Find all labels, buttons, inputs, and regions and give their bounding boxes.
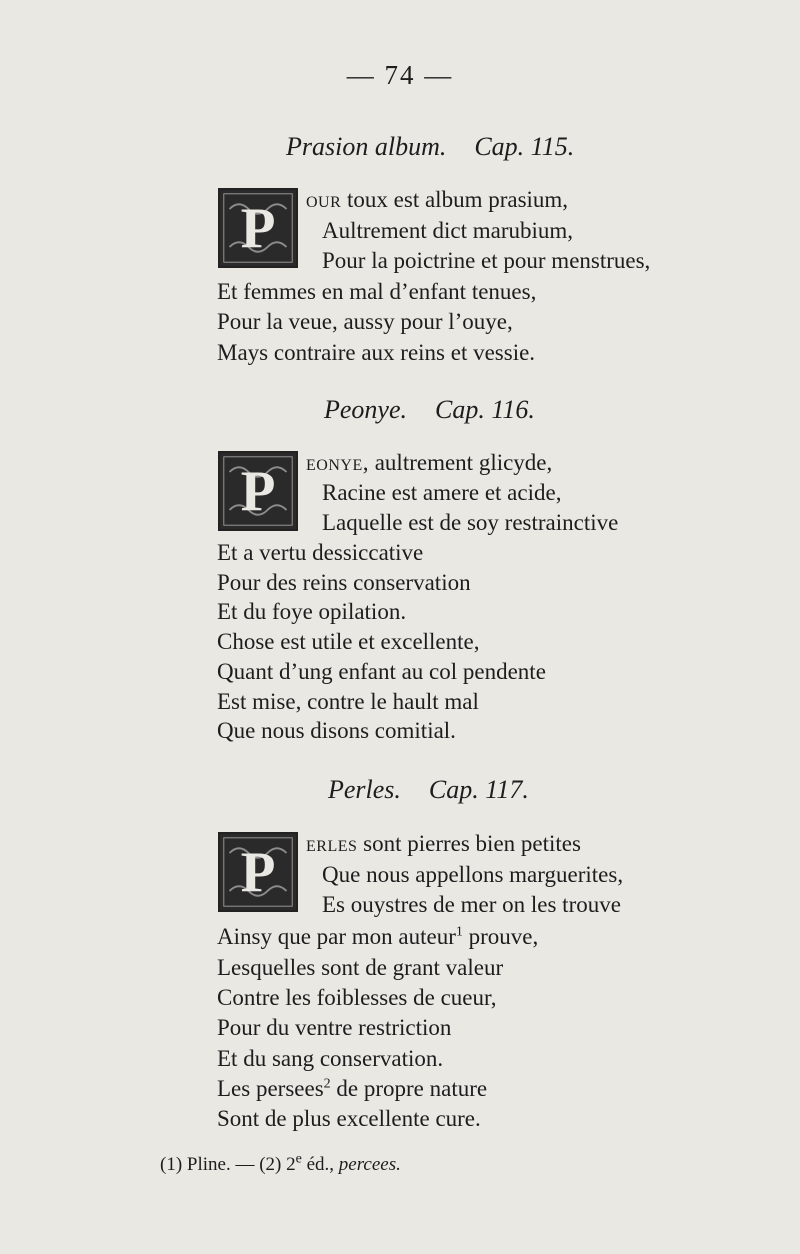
verse-line: Pour du ventre restriction xyxy=(217,1015,452,1040)
verse-line: Et a vertu dessiccative xyxy=(217,540,424,565)
verse-line xyxy=(306,830,581,858)
verse-text: prouve, xyxy=(462,924,539,949)
verse-text: de propre nature xyxy=(330,1076,488,1101)
initial-glyph: P xyxy=(240,460,276,523)
footnote-ref: 1 xyxy=(455,924,463,940)
page-number: — 74 — xyxy=(346,60,454,90)
footnote-superscript: e xyxy=(295,1151,302,1167)
verse-line: Pour la veue, aussy pour l’ouye, xyxy=(217,309,513,334)
verse-line: Aultrement dict marubium, xyxy=(322,218,574,243)
decorated-initial-letter xyxy=(218,451,298,531)
footnote xyxy=(160,1151,401,1176)
section-cap: Cap. 116. xyxy=(435,395,535,424)
verse-line xyxy=(306,186,568,214)
verse-line: Contre les foiblesses de cueur, xyxy=(217,985,497,1010)
verse-line: Que nous appellons marguerites, xyxy=(322,862,624,887)
ornament-icon xyxy=(220,190,296,266)
first-word: erles xyxy=(306,831,358,856)
section-heading xyxy=(328,775,529,805)
section-title: Prasion album. xyxy=(286,132,447,161)
verse-text: Ainsy que par mon auteur xyxy=(217,924,456,949)
verse-line: Pour des reins conservation xyxy=(217,570,471,595)
verse-line: Mays contraire aux reins et vessie. xyxy=(217,340,536,365)
first-word: eonye, xyxy=(306,450,369,475)
verse-line: Et du sang conservation. xyxy=(217,1046,444,1071)
section-title: Perles. xyxy=(328,775,401,804)
verse-line: Et du foye opilation. xyxy=(217,599,407,624)
verse-line: Pour la poictrine et pour menstrues, xyxy=(322,248,651,273)
verse-line: Chose est utile et excellente, xyxy=(217,629,480,654)
ornament-icon xyxy=(220,453,296,529)
verse-line xyxy=(217,1075,487,1103)
section-title: Peonye. xyxy=(324,395,408,424)
verse-line: Que nous disons comitial. xyxy=(217,718,456,743)
footnote-text: (1) Pline. — (2) 2 xyxy=(160,1154,296,1175)
section-cap: Cap. 117. xyxy=(428,775,529,804)
verse-line: Es ouystres de mer on les trouve xyxy=(322,892,621,917)
first-line-rest: toux est album prasium, xyxy=(341,187,569,212)
verse-line: Laquelle est de soy restrainctive xyxy=(322,510,619,535)
verse-text: Les persees xyxy=(217,1076,324,1101)
section-heading xyxy=(286,132,574,162)
section-cap: Cap. 115. xyxy=(474,132,575,161)
ornament-icon xyxy=(220,834,296,910)
initial-glyph: P xyxy=(240,197,276,260)
verse-line xyxy=(217,923,538,951)
first-line-rest: sont pierres bien petites xyxy=(357,831,581,856)
verse-line: Racine est amere et acide, xyxy=(322,480,562,505)
footnote-text: éd., xyxy=(301,1154,339,1175)
decorated-initial-letter xyxy=(218,832,298,912)
verse-line: Et femmes en mal d’enfant tenues, xyxy=(217,279,537,304)
section-heading xyxy=(324,395,535,425)
initial-glyph: P xyxy=(240,841,276,904)
decorated-initial-letter xyxy=(218,188,298,268)
first-line-rest: aultrement glicyde, xyxy=(368,450,553,475)
first-word: our xyxy=(306,187,342,212)
verse-line: Est mise, contre le hault mal xyxy=(217,689,479,714)
verse-line: Lesquelles sont de grant valeur xyxy=(217,955,504,980)
footnote-italic: percees. xyxy=(338,1154,401,1175)
verse-line: Quant d’ung enfant au col pendente xyxy=(217,659,546,684)
verse-line: Sont de plus excellente cure. xyxy=(217,1106,481,1131)
footnote-ref: 2 xyxy=(323,1076,331,1092)
verse-line xyxy=(306,449,552,477)
